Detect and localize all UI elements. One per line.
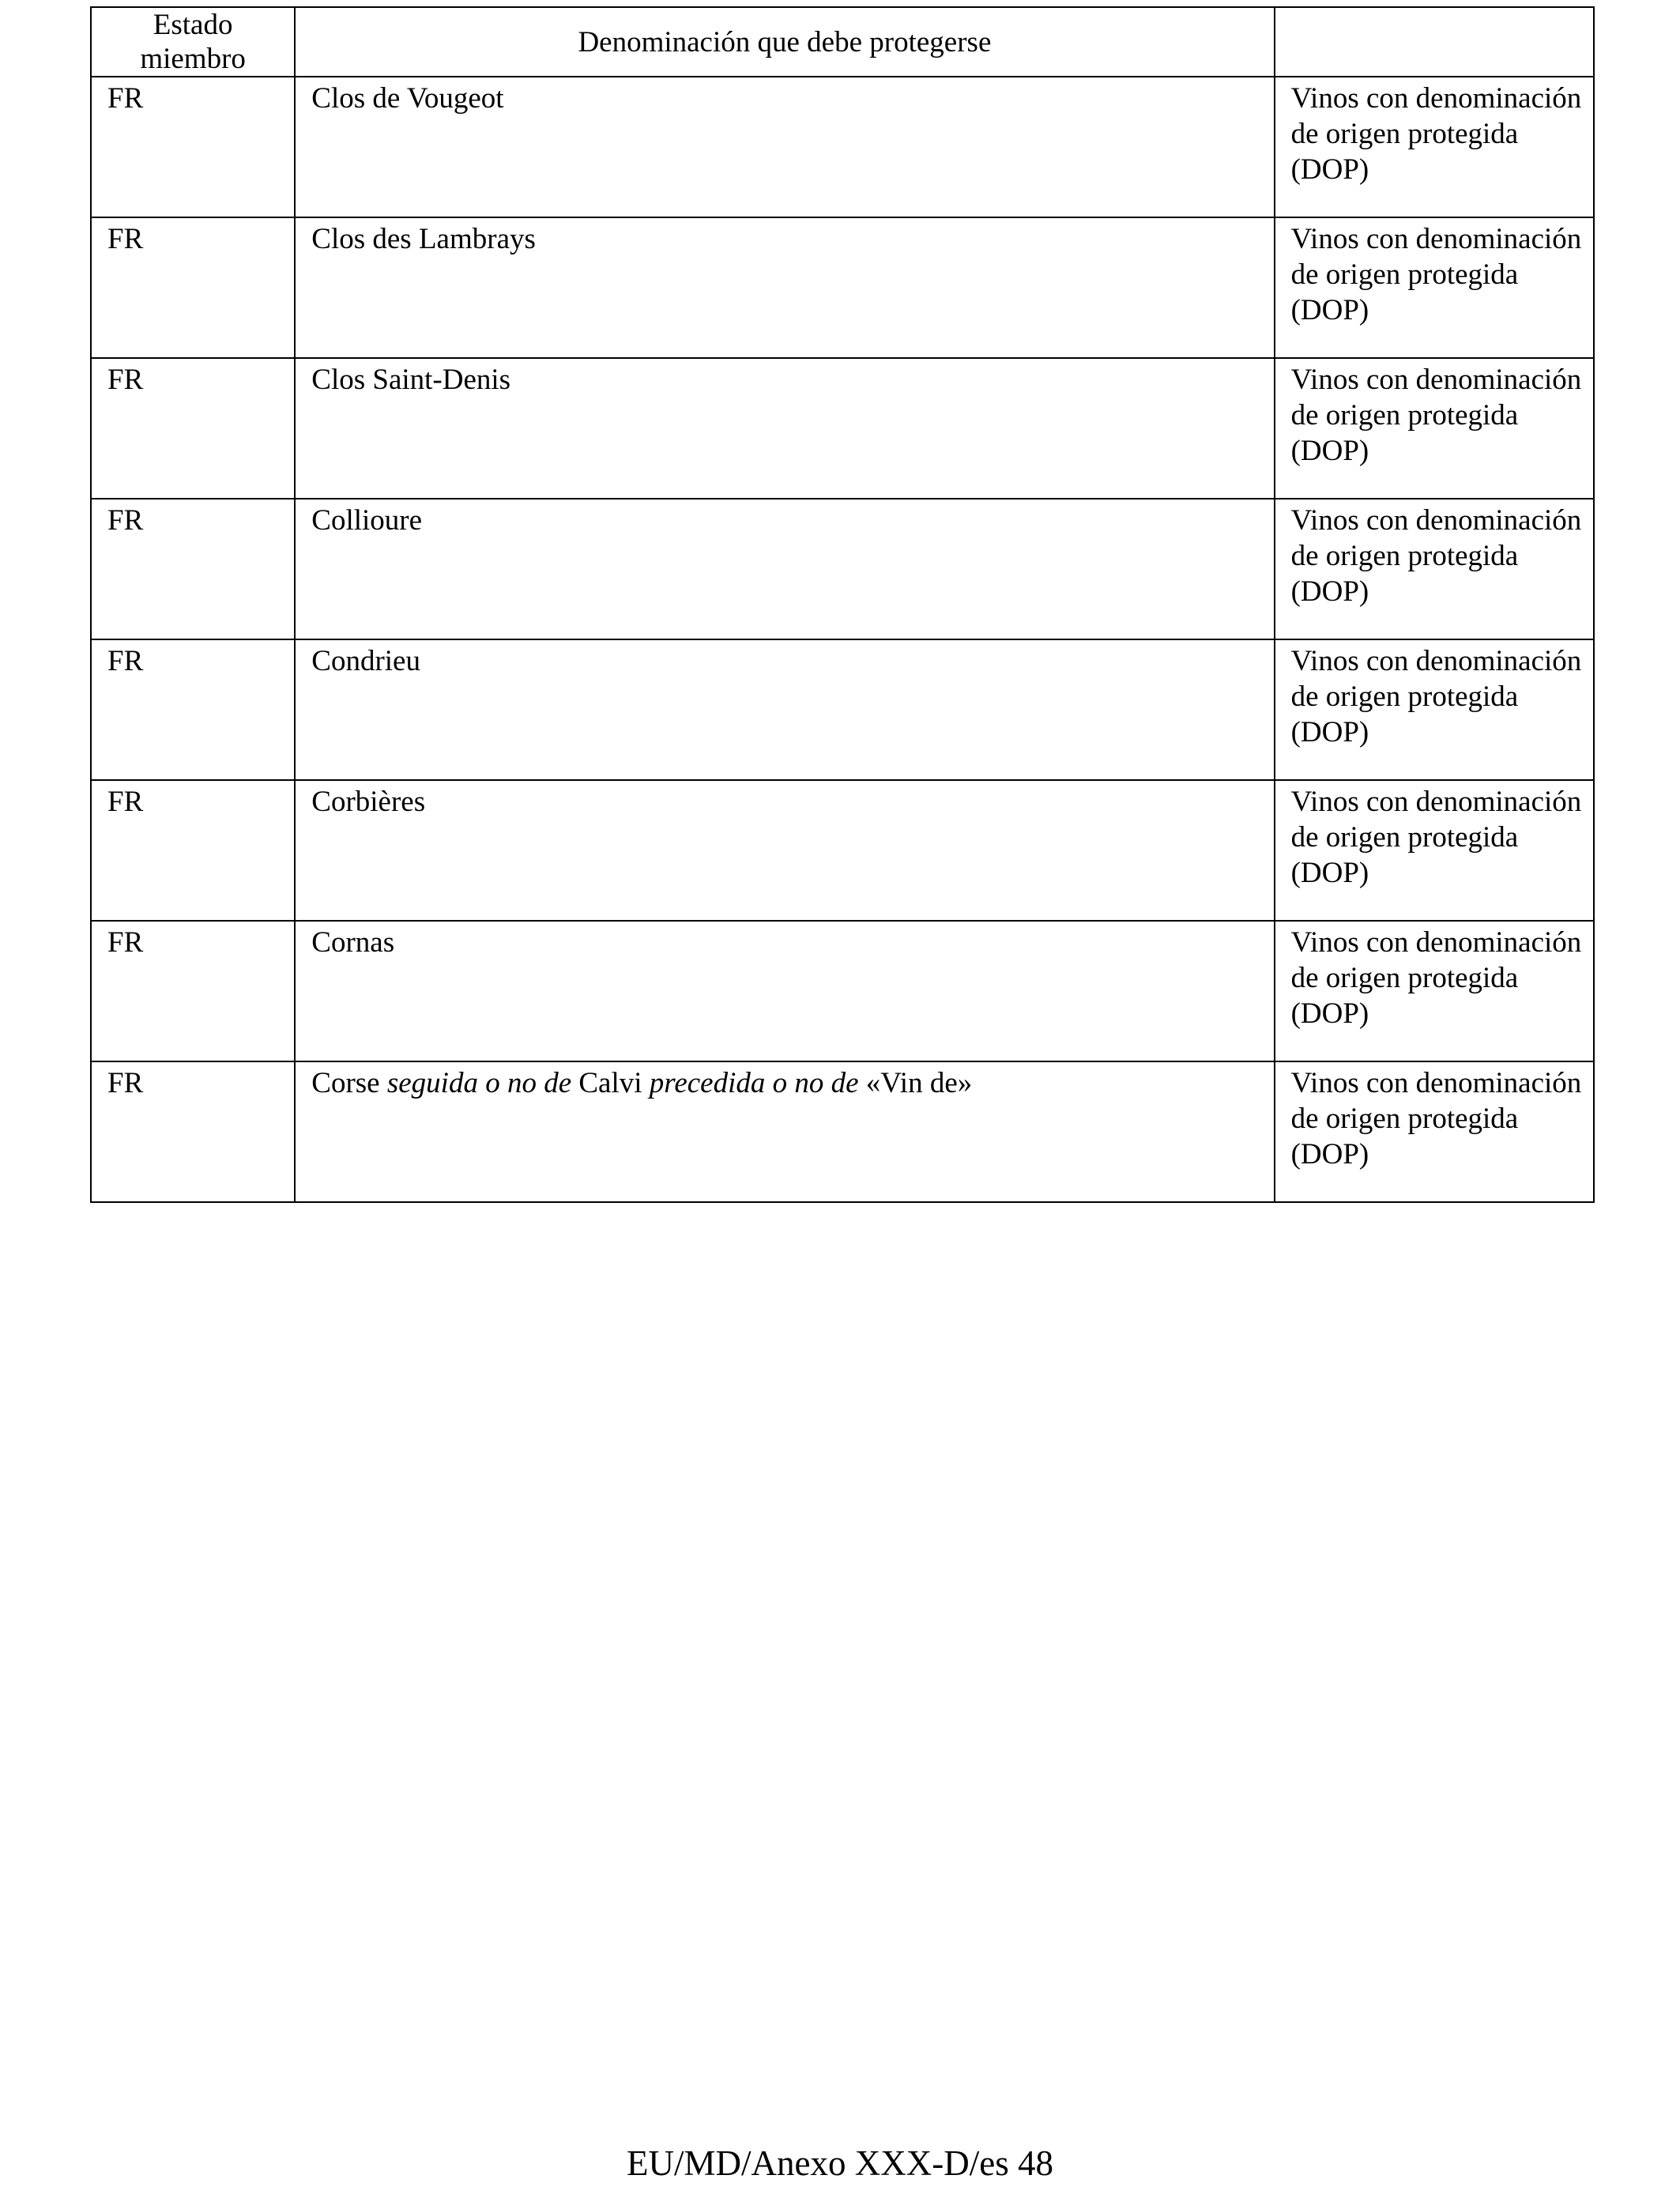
type-value: Vinos con denominación de origen protegida (DOP) — [1290, 364, 1582, 467]
type-cell — [1275, 499, 1594, 639]
type-value: Vinos con denominación de origen protegida (DOP) — [1290, 926, 1582, 1030]
denomination-value — [296, 359, 1273, 398]
denomination-text: Collioure — [311, 504, 423, 537]
type-value: Vinos con denominación de origen protegida (DOP) — [1290, 223, 1582, 326]
denomination-qualifier: seguida o no de — [386, 1067, 572, 1099]
type-cell — [1275, 217, 1594, 358]
denomination-value — [296, 640, 1273, 679]
member-state-cell — [91, 921, 295, 1061]
type-cell — [1275, 358, 1594, 499]
member-state-value: FR — [107, 645, 144, 677]
table-row — [91, 639, 1594, 780]
page-footer-reference: EU/MD/Anexo XXX-D/es 48 — [627, 2143, 1053, 2183]
header-member-state-line2: miembro — [140, 43, 246, 75]
member-state-value: FR — [107, 504, 144, 537]
table-row — [91, 921, 1594, 1061]
denomination-cell — [295, 780, 1274, 921]
table-row — [91, 780, 1594, 921]
table-row — [91, 217, 1594, 358]
table-row — [91, 1061, 1594, 1202]
header-type — [1275, 7, 1594, 77]
denomination-value — [296, 922, 1273, 960]
table-row — [91, 499, 1594, 639]
denomination-cell — [295, 639, 1274, 780]
denomination-value — [296, 499, 1273, 538]
header-member-state — [91, 7, 295, 77]
denomination-text: Clos Saint-Denis — [311, 364, 511, 396]
denomination-text: Condrieu — [311, 645, 420, 677]
member-state-value: FR — [107, 364, 144, 396]
table-header-row — [91, 7, 1594, 77]
member-state-cell — [91, 217, 295, 358]
member-state-value: FR — [107, 926, 144, 959]
type-value: Vinos con denominación de origen protegida (DOP) — [1290, 645, 1582, 748]
table-row — [91, 358, 1594, 499]
type-value: Vinos con denominación de origen protegida (DOP) — [1290, 1067, 1582, 1171]
header-denomination: Denominación que debe protegerse — [295, 7, 1274, 77]
denomination-text: Corse — [311, 1067, 387, 1099]
denomination-value — [296, 1062, 1273, 1101]
member-state-value: FR — [107, 786, 144, 818]
table-row — [91, 77, 1594, 217]
denomination-value — [296, 781, 1273, 820]
denomination-cell — [295, 358, 1274, 499]
denomination-text: Clos des Lambrays — [311, 223, 536, 255]
member-state-cell — [91, 1061, 295, 1202]
header-member-state-line1: Estado — [153, 9, 233, 41]
denomination-cell — [295, 217, 1274, 358]
type-value: Vinos con denominación de origen protegida (DOP) — [1290, 786, 1582, 889]
member-state-cell — [91, 358, 295, 499]
denomination-qualifier: precedida o no de — [649, 1067, 859, 1099]
member-state-value: FR — [107, 223, 144, 255]
type-cell — [1275, 77, 1594, 217]
denomination-cell — [295, 921, 1274, 1061]
denomination-text: Calvi — [571, 1067, 650, 1099]
type-cell — [1275, 639, 1594, 780]
table-body — [91, 77, 1594, 1202]
type-value: Vinos con denominación de origen protegida (DOP) — [1290, 504, 1582, 608]
denomination-text: Cornas — [311, 926, 395, 959]
denomination-cell — [295, 499, 1274, 639]
member-state-cell — [91, 499, 295, 639]
denomination-value — [296, 218, 1273, 257]
type-cell — [1275, 1061, 1594, 1202]
member-state-value: FR — [107, 82, 144, 115]
denomination-text: Clos de Vougeot — [311, 82, 504, 115]
member-state-cell — [91, 639, 295, 780]
denomination-cell — [295, 77, 1274, 217]
denomination-text: Corbières — [311, 786, 426, 818]
type-cell — [1275, 780, 1594, 921]
appellation-table — [90, 6, 1595, 1203]
denomination-text: «Vin de» — [858, 1067, 973, 1099]
denomination-cell — [295, 1061, 1274, 1202]
member-state-cell — [91, 780, 295, 921]
member-state-cell — [91, 77, 295, 217]
member-state-value: FR — [107, 1067, 144, 1099]
type-value: Vinos con denominación de origen protegida (DOP) — [1290, 82, 1582, 186]
denomination-value — [296, 77, 1273, 116]
type-cell — [1275, 921, 1594, 1061]
